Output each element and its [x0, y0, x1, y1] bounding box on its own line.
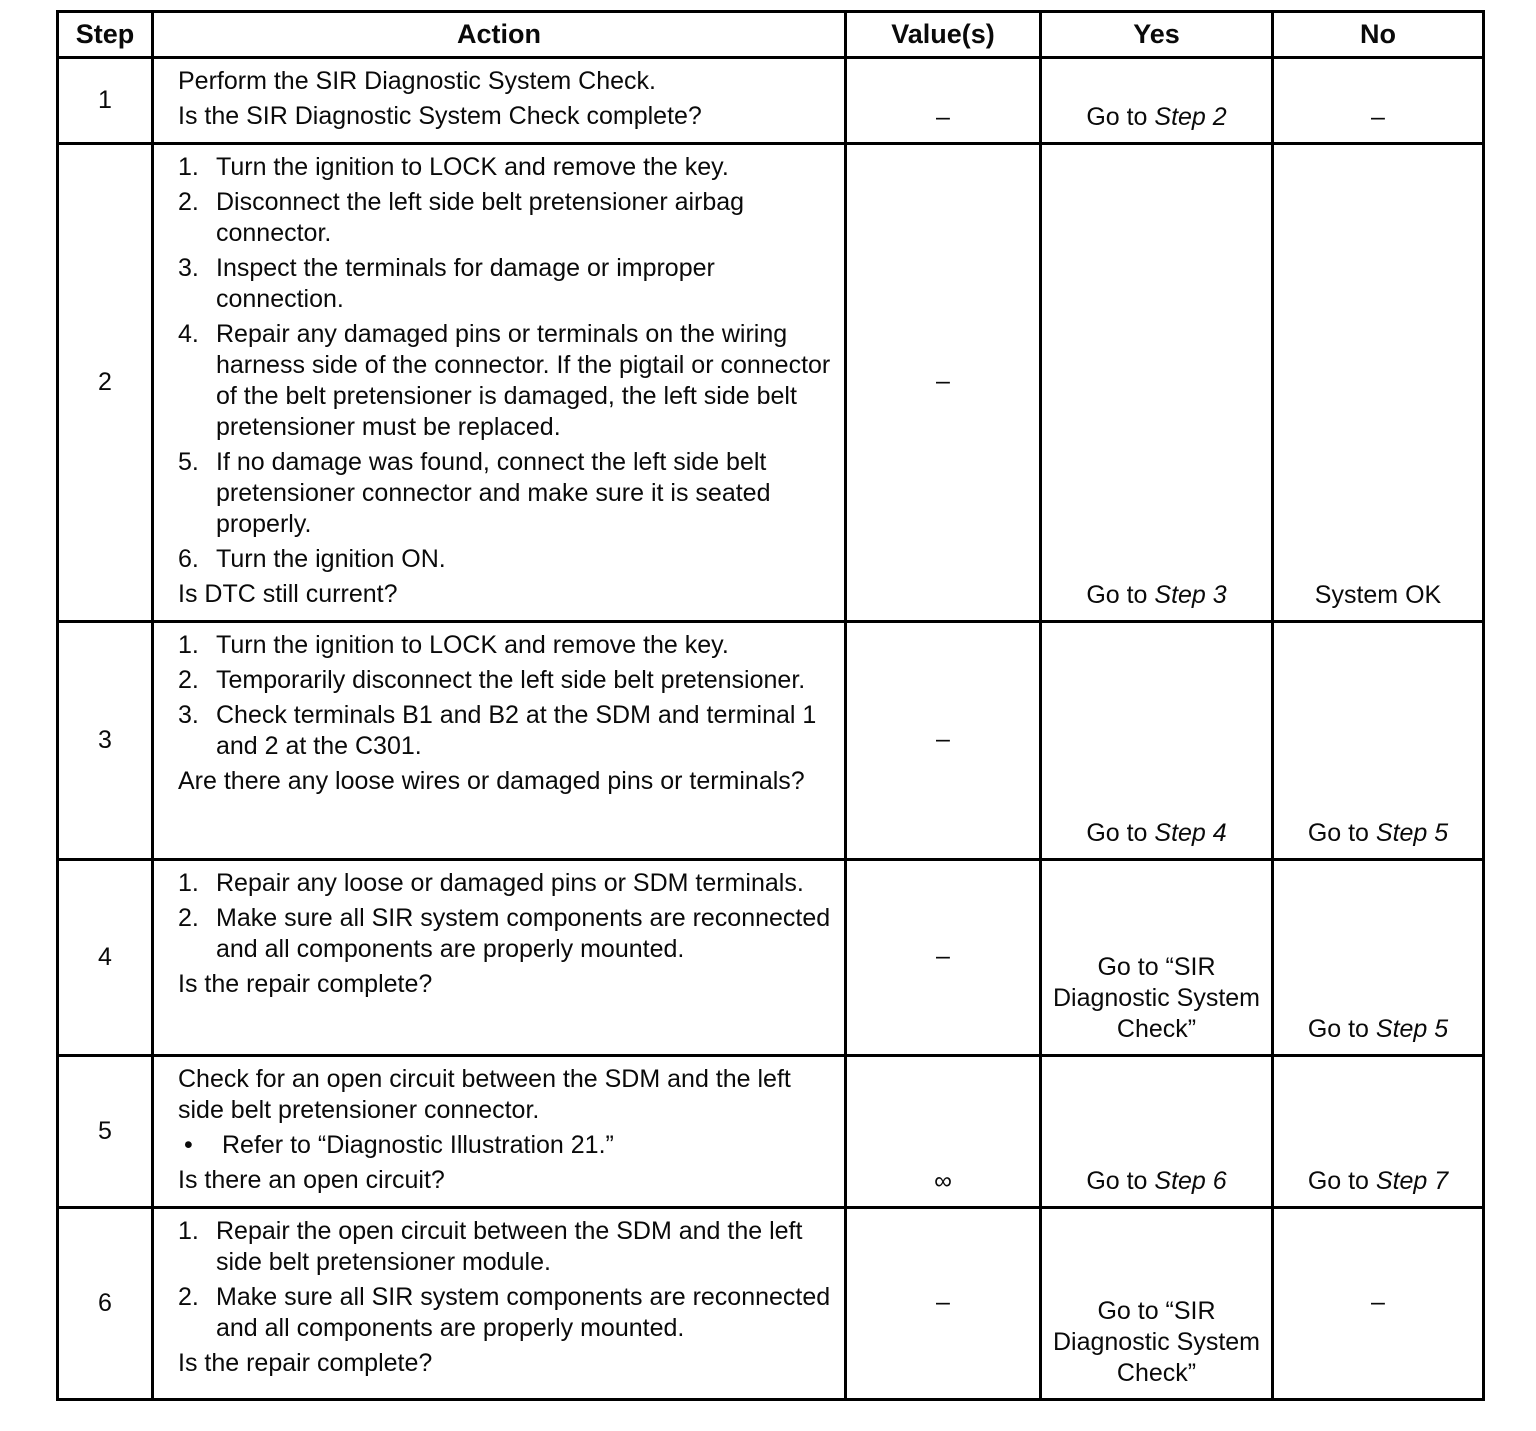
column-header-yes: Yes	[1041, 12, 1273, 58]
action-item-text: Turn the ignition to LOCK and remove the key.	[216, 153, 729, 181]
action-item-text: Make sure all SIR system components are reconnected and all components are properly mounted.	[216, 904, 831, 963]
step-reference-italic: Step 3	[1154, 581, 1227, 609]
step-reference-italic: Step 7	[1375, 1167, 1449, 1195]
column-header-no: No	[1273, 12, 1484, 58]
action-item	[178, 630, 832, 661]
text-segment: Go to	[1086, 1167, 1155, 1195]
column-header-action: Action	[153, 12, 846, 58]
item-number: 1.	[178, 153, 199, 181]
text-segment: –	[936, 366, 950, 395]
diagnostic-table	[56, 10, 1485, 1401]
no-cell	[1273, 58, 1484, 144]
table-row	[58, 622, 1484, 860]
column-header-step: Step	[58, 12, 153, 58]
text-segment: –	[936, 724, 950, 753]
no-cell-text	[1282, 1287, 1474, 1318]
text-segment: Go to “SIR Diagnostic System Check”	[1052, 1297, 1261, 1387]
step-cell: 4	[58, 860, 153, 1056]
table-row	[58, 58, 1484, 144]
no-cell-text	[1282, 580, 1474, 611]
table-row	[58, 1208, 1484, 1400]
values-cell	[846, 144, 1041, 622]
yes-cell-text	[1050, 580, 1263, 611]
action-item-text: Refer to “Diagnostic Illustration 21.”	[222, 1131, 614, 1159]
values-cell-text	[855, 1287, 1031, 1318]
yes-cell	[1041, 622, 1273, 860]
item-number: 1.	[178, 869, 199, 897]
values-cell	[846, 58, 1041, 144]
action-cell	[153, 144, 846, 622]
action-item	[178, 903, 832, 965]
text-segment: Go to “SIR Diagnostic System Check”	[1052, 953, 1261, 1043]
action-item	[178, 1130, 832, 1161]
action-item-text: Is the repair complete?	[178, 970, 433, 998]
action-item	[178, 187, 832, 249]
step-reference-italic: Step 6	[1154, 1167, 1227, 1195]
no-cell	[1273, 144, 1484, 622]
action-item-text: Are there any loose wires or damaged pins or terminals?	[178, 767, 805, 795]
action-item-text: If no damage was found, connect the left side belt pretensioner connector and make sure it is seated properly.	[216, 448, 771, 538]
action-item	[178, 1348, 832, 1379]
values-cell	[846, 860, 1041, 1056]
table-body	[58, 58, 1484, 1400]
action-item-text: Make sure all SIR system components are reconnected and all components are properly mounted.	[216, 1283, 831, 1342]
action-item	[178, 868, 832, 899]
text-segment: ∞	[934, 1167, 952, 1195]
bullet-icon: •	[184, 1131, 193, 1159]
table-header	[58, 12, 1484, 58]
item-number: 6.	[178, 545, 199, 573]
action-item-text: Is the repair complete?	[178, 1349, 433, 1377]
no-cell-text	[1282, 1166, 1474, 1197]
text-segment: Go to	[1086, 581, 1155, 609]
item-number: 3.	[178, 701, 199, 729]
values-cell	[846, 1056, 1041, 1208]
text-segment: Go to	[1307, 1015, 1376, 1043]
action-item-text: Is DTC still current?	[178, 580, 398, 608]
action-item-text: Check for an open circuit between the SDM and the left side belt pretensioner connector.	[178, 1065, 791, 1124]
action-item-text: Repair the open circuit between the SDM and the left side belt pretensioner module.	[216, 1217, 803, 1276]
yes-cell-text	[1050, 952, 1263, 1045]
action-item	[178, 447, 832, 540]
table-row	[58, 144, 1484, 622]
values-cell-text	[855, 102, 1031, 133]
action-item	[178, 101, 832, 132]
item-number: 3.	[178, 254, 199, 282]
step-cell: 3	[58, 622, 153, 860]
column-header-values: Value(s)	[846, 12, 1041, 58]
action-item-text: Is there an open circuit?	[178, 1166, 445, 1194]
yes-cell	[1041, 1208, 1273, 1400]
item-number: 1.	[178, 1217, 199, 1245]
table-row	[58, 1056, 1484, 1208]
text-segment: Go to	[1086, 819, 1155, 847]
header-row	[58, 12, 1484, 58]
action-item	[178, 66, 832, 97]
step-cell: 5	[58, 1056, 153, 1208]
item-number: 2.	[178, 904, 199, 932]
action-item	[178, 1216, 832, 1278]
step-reference-italic: Step 2	[1154, 103, 1227, 131]
step-cell: 6	[58, 1208, 153, 1400]
action-item-text: Perform the SIR Diagnostic System Check.	[178, 67, 656, 95]
action-item-text: Turn the ignition to LOCK and remove the key.	[216, 631, 729, 659]
action-item-text: Disconnect the left side belt pretensioner airbag connector.	[216, 188, 745, 247]
step-reference-italic: Step 5	[1375, 1015, 1449, 1043]
yes-cell-text	[1050, 818, 1263, 849]
no-cell	[1273, 860, 1484, 1056]
item-number: 2.	[178, 1283, 199, 1311]
item-number: 2.	[178, 188, 199, 216]
text-segment: –	[936, 1287, 950, 1316]
no-cell-text	[1282, 818, 1474, 849]
action-item	[178, 1282, 832, 1344]
action-item-text: Repair any damaged pins or terminals on the wiring harness side of the connector. If the pigtail or connector of the belt pretensioner is damaged, the left side belt pretensioner must be replaced.	[216, 320, 831, 441]
text-segment: –	[936, 941, 950, 970]
yes-cell-text	[1050, 1296, 1263, 1389]
no-cell-text	[1282, 1014, 1474, 1045]
step-cell: 2	[58, 144, 153, 622]
yes-cell	[1041, 860, 1273, 1056]
action-item	[178, 1165, 832, 1196]
yes-cell	[1041, 58, 1273, 144]
action-item-text: Inspect the terminals for damage or improper connection.	[216, 254, 715, 313]
action-item	[178, 665, 832, 696]
values-cell-text	[855, 366, 1031, 397]
values-cell	[846, 1208, 1041, 1400]
item-number: 2.	[178, 666, 199, 694]
values-cell-text	[855, 941, 1031, 972]
action-cell	[153, 860, 846, 1056]
text-segment: Go to	[1086, 103, 1155, 131]
values-cell-text	[855, 724, 1031, 755]
action-item-text: Temporarily disconnect the left side belt pretensioner.	[216, 666, 806, 694]
action-cell	[153, 1208, 846, 1400]
item-number: 5.	[178, 448, 199, 476]
action-cell	[153, 58, 846, 144]
text-segment: –	[1371, 103, 1385, 131]
action-item	[178, 253, 832, 315]
text-segment: Go to	[1307, 1167, 1376, 1195]
action-item	[178, 319, 832, 443]
text-segment: Go to	[1307, 819, 1376, 847]
yes-cell	[1041, 144, 1273, 622]
action-cell	[153, 622, 846, 860]
yes-cell-text	[1050, 1166, 1263, 1197]
values-cell	[846, 622, 1041, 860]
item-number: 1.	[178, 631, 199, 659]
action-item	[178, 1064, 832, 1126]
action-item	[178, 766, 832, 797]
action-item	[178, 152, 832, 183]
action-item-text: Is the SIR Diagnostic System Check complete?	[178, 102, 702, 130]
action-item-text: Repair any loose or damaged pins or SDM terminals.	[216, 869, 804, 897]
text-segment: –	[936, 103, 950, 131]
action-item	[178, 544, 832, 575]
item-number: 4.	[178, 320, 199, 348]
action-item	[178, 700, 832, 762]
no-cell	[1273, 1208, 1484, 1400]
yes-cell-text	[1050, 102, 1263, 133]
yes-cell	[1041, 1056, 1273, 1208]
action-item-text: Check terminals B1 and B2 at the SDM and terminal 1 and 2 at the C301.	[216, 701, 817, 760]
action-item	[178, 969, 832, 1000]
action-cell	[153, 1056, 846, 1208]
no-cell-text	[1282, 102, 1474, 133]
action-item-text: Turn the ignition ON.	[216, 545, 446, 573]
step-cell: 1	[58, 58, 153, 144]
text-segment: System OK	[1314, 581, 1442, 609]
table-row	[58, 860, 1484, 1056]
step-reference-italic: Step 4	[1154, 819, 1227, 847]
action-item	[178, 579, 832, 610]
step-reference-italic: Step 5	[1375, 819, 1449, 847]
no-cell	[1273, 622, 1484, 860]
values-cell-text	[855, 1166, 1031, 1197]
no-cell	[1273, 1056, 1484, 1208]
text-segment: –	[1371, 1287, 1385, 1316]
